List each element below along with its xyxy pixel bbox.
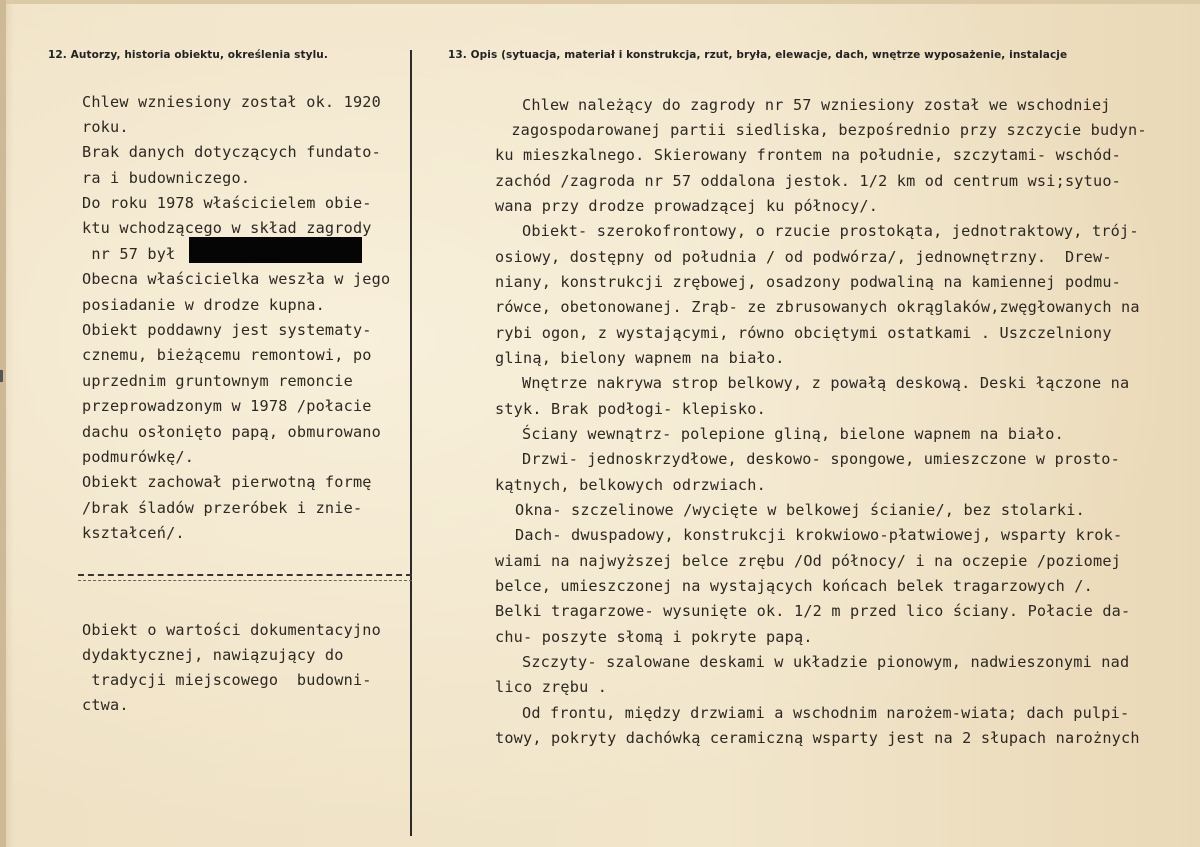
right-line: wiami na najwyższej belce zrębu /Od północy/ i na oczepie /poziomej xyxy=(495,552,1122,570)
left-line: Obiekt poddawny jest systematy- xyxy=(82,321,372,339)
right-line: gliną, bielony wapnem na biało. xyxy=(495,349,785,367)
column-divider xyxy=(410,50,412,836)
right-line: Okna- szczelinowe /wycięte w belkowej ścianie/, bez stolarki. xyxy=(515,501,1085,519)
right-line: kątnych, belkowych odrzwiach. xyxy=(495,476,766,494)
assessment-line: dydaktycznej, nawiązujący do xyxy=(82,646,344,664)
section-12-header: 12. Autorzy, historia obiektu, określenia stylu. xyxy=(48,49,328,61)
left-line: Do roku 1978 właścicielem obie- xyxy=(82,194,372,212)
right-line: Od frontu, między drzwiami a wschodnim narożem-wiata; dach pulpi- xyxy=(522,704,1130,722)
right-line: wana przy drodze prowadzącej ku północy/. xyxy=(495,197,879,215)
section-13-header: 13. Opis (sytuacja, materiał i konstrukcja, rzut, bryła, elewacje, dach, wnętrze wyposażenie, instalacje xyxy=(448,49,1068,61)
left-line: nr 57 był xyxy=(82,245,176,263)
dashed-separator xyxy=(78,580,412,581)
left-line: podmurówkę/. xyxy=(82,448,195,466)
right-line: osiowy, dostępny od południa / od podwórza/, jednownętrzny. Drew- xyxy=(495,248,1112,266)
right-line: zagospodarowanej partii siedliska, bezpośrednio przy szczycie budyn- xyxy=(502,121,1147,139)
left-line: Obecna właścicielka weszła w jego xyxy=(82,270,391,288)
right-line: belce, umieszczonej na wystających końcach belek tragarzowych /. xyxy=(495,577,1093,595)
left-line: przeprowadzonym w 1978 /połacie xyxy=(82,397,372,415)
right-line: Belki tragarzowe- wysunięte ok. 1/2 m przed lico ściany. Połacie da- xyxy=(495,602,1131,620)
right-line: zachód /zagroda nr 57 oddalona jestok. 1/2 km od centrum wsi;sytuo- xyxy=(495,172,1122,190)
right-line: Wnętrze nakrywa strop belkowy, z powałą deskową. Deski łączone na xyxy=(522,374,1130,392)
right-line: rówce, obetonowanej. Zrąb- ze zbrusowanych okrąglaków,zwęgłowanych na xyxy=(495,298,1140,316)
left-line: Chlew wzniesiony został ok. 1920 xyxy=(82,93,381,111)
left-line: Brak danych dotyczących fundato- xyxy=(82,143,381,161)
right-line: Dach- dwuspadowy, konstrukcji krokwiowo-płatwiowej, wsparty krok- xyxy=(515,526,1123,544)
right-line: rybi ogon, z wystającymi, równo obciętymi ostatkami . Uszczelniony xyxy=(495,324,1112,342)
margin-mark xyxy=(0,370,3,382)
left-line: cznemu, bieżącemu remontowi, po xyxy=(82,346,372,364)
right-line: Drzwi- jednoskrzydłowe, deskowo- spongowe, umieszczone w prosto- xyxy=(522,450,1120,468)
right-line: Ściany wewnątrz- polepione gliną, bielone wapnem na biało. xyxy=(522,425,1064,443)
left-line: ktu wchodzącego w skład zagrody xyxy=(82,219,372,237)
left-line: /brak śladów przeróbek i znie- xyxy=(82,499,363,517)
left-line: Obiekt zachował pierwotną formę xyxy=(82,473,372,491)
left-line: ra i budowniczego. xyxy=(82,169,251,187)
right-line: Obiekt- szerokofrontowy, o rzucie prostokąta, jednotraktowy, trój- xyxy=(522,222,1139,240)
assessment-line: ctwa. xyxy=(82,696,129,714)
right-line: lico zrębu . xyxy=(495,678,608,696)
right-line: styk. Brak podłogi- klepisko. xyxy=(495,400,766,418)
left-line: posiadanie w drodze kupna. xyxy=(82,296,325,314)
left-line: kształceń/. xyxy=(82,524,185,542)
left-line: roku. xyxy=(82,118,129,136)
redaction-bar xyxy=(189,237,362,263)
left-line: uprzednim gruntownym remoncie xyxy=(82,372,353,390)
page-top-edge xyxy=(0,0,1200,4)
left-line: dachu osłonięto papą, obmurowano xyxy=(82,423,381,441)
dashed-separator xyxy=(78,574,412,576)
right-line: Szczyty- szalowane deskami w układzie pionowym, nadwieszonymi nad xyxy=(522,653,1130,671)
assessment-line: tradycji miejscowego budowni- xyxy=(82,671,372,689)
right-line: Chlew należący do zagrody nr 57 wzniesiony został we wschodniej xyxy=(522,96,1111,114)
assessment-line: Obiekt o wartości dokumentacyjno xyxy=(82,621,381,639)
right-line: niany, konstrukcji zrębowej, osadzony podwaliną na kamiennej podmu- xyxy=(495,273,1122,291)
right-line: ku mieszkalnego. Skierowany frontem na południe, szczytami- wschód- xyxy=(495,146,1122,164)
page-binding-edge xyxy=(0,0,6,847)
right-line: chu- poszyte słomą i pokryte papą. xyxy=(495,628,813,646)
right-line: towy, pokryty dachówką ceramiczną wsparty jest na 2 słupach narożnych xyxy=(495,729,1140,747)
